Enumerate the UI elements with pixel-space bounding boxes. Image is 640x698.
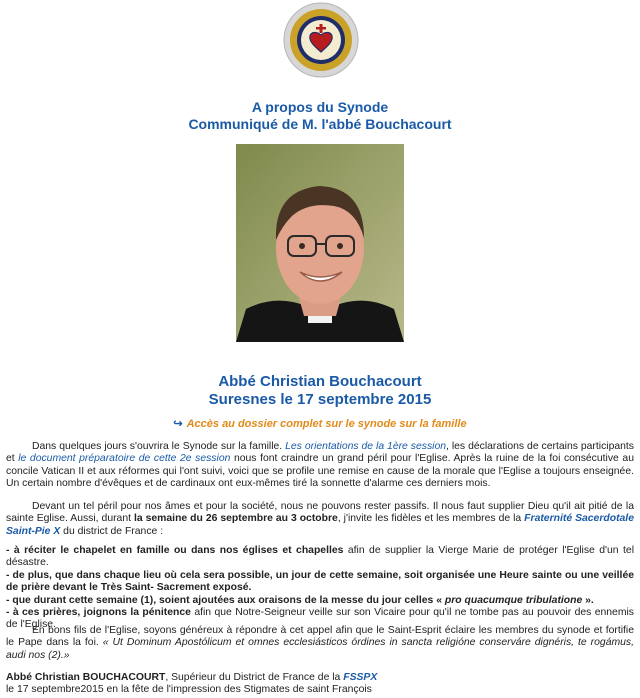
signature-block (6, 672, 634, 697)
caption-place-date: Suresnes le 17 septembre 2015 (208, 391, 432, 408)
link-document-preparatoire[interactable]: le document préparatoire de cette 2e session (18, 453, 231, 465)
link-orientations[interactable]: Les orientations de la 1ère session (285, 441, 447, 452)
arrow-right-icon: ↪ (173, 418, 183, 430)
bullet-4-rest: afin que Notre-Seigneur veille sur son Vicaire pour qu'il ne tombe pas au pouvoir des ennemis de l'Eglise. (6, 607, 634, 631)
page-title-line2: Communiqué de M. l'abbé Bouchacourt (188, 116, 452, 132)
link-fsspx-full[interactable]: Fraternité Sacerdotale Saint-Pie X (6, 513, 634, 537)
p1-text-a: Dans quelques jours s'ouvrira le Synode sur la famille. (32, 441, 286, 452)
bullet-1-bold: - à réciter le chapelet en famille ou dans nos églises et chapelles (6, 545, 344, 556)
logo-emblem (283, 2, 359, 78)
bullet-list (6, 545, 634, 632)
bullet-3-bold: - que durant cette semaine (1), soient ajoutées aux oraisons de la messe du jour celles « (6, 594, 442, 606)
paragraph-intro (6, 441, 634, 491)
p2-dates: la semaine du 26 septembre au 3 octobre (133, 513, 338, 525)
bullet-3-italic: pro quacumque tribulatione (441, 594, 586, 606)
bullet-1-rest: afin de supplier la Vierge Marie de protéger l'Eglise d'un tel désastre. (6, 545, 634, 569)
p2-text-b: , j'invite les fidèles et les membres de la (337, 513, 525, 525)
list-item (6, 595, 634, 607)
dossier-link[interactable]: Accès au dossier complet sur le synode sur la famille (186, 418, 467, 430)
bullet-4-bold: - à ces prières, joignons la pénitence (6, 607, 191, 619)
paragraph-closing (6, 625, 634, 662)
p3-text: En bons fils de l'Eglise, soyons généreux à répondre à cet appel afin que le Saint-Esprit éclaire les membres du synode et fortifie le Pape dans la foi. (6, 625, 634, 649)
sacred-heart-emblem-icon (283, 2, 359, 78)
p1-text-c: nous font craindre un grand péril pour l'Eglise. Après la ruine de la foi consécutive au concile Vatican II et aux réformes qui l'ont suivi, voici que se profile une remise en cause de la morale que l'Eglise a toujours enseignée. Un certain nombre d'évêques et de cardinaux ont eux-mêmes tiré la sonnette d'alarme ces derniers mois. (6, 453, 634, 490)
p3-latin-prayer: « Ut Dominum Apostólicum et omnes ecclesiásticos órdines in sancta religióne conserváre dignéris, te rogámus, audi nos (2).» (6, 637, 634, 661)
p2-text-c: du district de France : (60, 525, 164, 537)
signature-date: le 17 septembre2015 en la fête de l'impression des Stigmates de saint François (6, 684, 372, 696)
bullet-3-close: ». (585, 594, 594, 606)
portrait-photo (236, 144, 404, 342)
paragraph-appeal (6, 501, 634, 538)
bullet-2-bold: - de plus, que dans chaque lieu où cela sera possible, un jour de cette semaine, soit organisée une Heure sainte ou une veillée de prière devant le Très Saint- Sacrement exposé. (6, 569, 634, 594)
signature-name: Abbé Christian BOUCHACOURT (6, 672, 166, 683)
p2-text-a: Devant un tel péril pour nos âmes et pour la société, nous ne pouvons rester passifs. Il nous faut supplier Dieu qu'il ait pitié de la sainte Eglise. Aussi, durant (6, 501, 634, 525)
link-fsspx[interactable]: FSSPX (343, 672, 378, 683)
page-title-line1: A propos du Synode (251, 99, 389, 115)
list-item (6, 570, 634, 595)
signature-role: , Supérieur du District de France de la (165, 672, 344, 683)
p1-text-b: , les déclarations de certains participants et (6, 441, 635, 465)
dossier-link-row (0, 417, 640, 430)
list-item (6, 545, 634, 570)
caption-name: Abbé Christian Bouchacourt (218, 373, 422, 390)
